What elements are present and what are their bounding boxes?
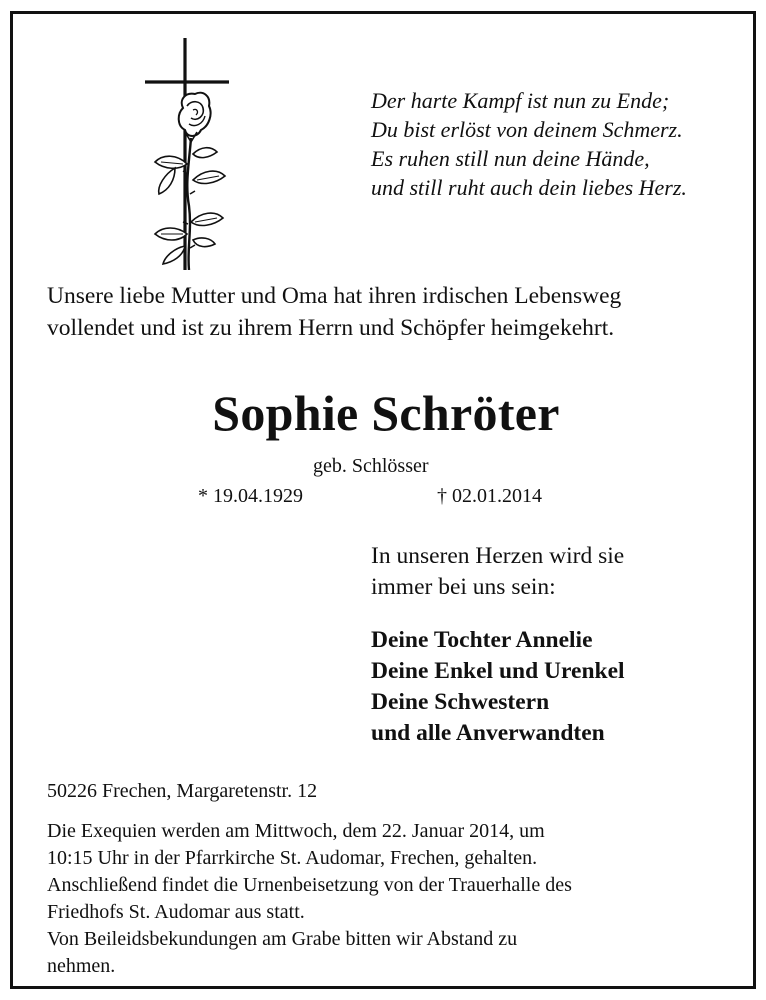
closing-line: immer bei uns sein: <box>371 574 556 600</box>
mourner: und alle Anverwandten <box>371 720 605 746</box>
maiden-name: geb. Schlösser <box>313 455 429 477</box>
notice-line: nehmen. <box>47 955 116 977</box>
death-date: † 02.01.2014 <box>437 485 542 507</box>
notice-line: 10:15 Uhr in der Pfarrkirche St. Audomar, Frechen, gehalten. <box>47 847 538 869</box>
closing-text <box>371 541 624 603</box>
notice-line: Anschließend findet die Urnenbeisetzung von der Trauerhalle des <box>47 874 572 896</box>
intro-text <box>47 280 747 344</box>
mourner: Deine Tochter Annelie <box>371 627 593 653</box>
notice-line: Von Beileidsbekundungen am Grabe bitten wir Abstand zu <box>47 928 518 950</box>
address: 50226 Frechen, Margaretenstr. 12 <box>47 780 318 802</box>
notice-line: Die Exequien werden am Mittwoch, dem 22. Januar 2014, um <box>47 820 545 842</box>
cross-rose-icon <box>139 34 235 270</box>
poem-line: Es ruhen still nun deine Hände, <box>371 146 650 171</box>
intro-line: vollendet und ist zu ihrem Herrn und Schöpfer heimgekehrt. <box>47 315 615 341</box>
poem-line: Der harte Kampf ist nun zu Ende; <box>371 88 670 113</box>
mourners-list <box>371 625 625 749</box>
birth-date: * 19.04.1929 <box>198 485 303 507</box>
poem-line: und still ruht auch dein liebes Herz. <box>371 175 687 200</box>
closing-line: In unseren Herzen wird sie <box>371 543 625 569</box>
deceased-name: Sophie Schröter <box>212 385 560 441</box>
mourner: Deine Schwestern <box>371 689 550 715</box>
funeral-notice <box>47 818 747 980</box>
poem-line: Du bist erlöst von deinem Schmerz. <box>371 117 683 142</box>
notice-line: Friedhofs St. Audomar aus statt. <box>47 901 305 923</box>
poem <box>371 86 751 202</box>
obituary-card <box>10 11 756 989</box>
intro-line: Unsere liebe Mutter und Oma hat ihren irdischen Lebensweg <box>47 283 622 309</box>
mourner: Deine Enkel und Urenkel <box>371 658 625 684</box>
